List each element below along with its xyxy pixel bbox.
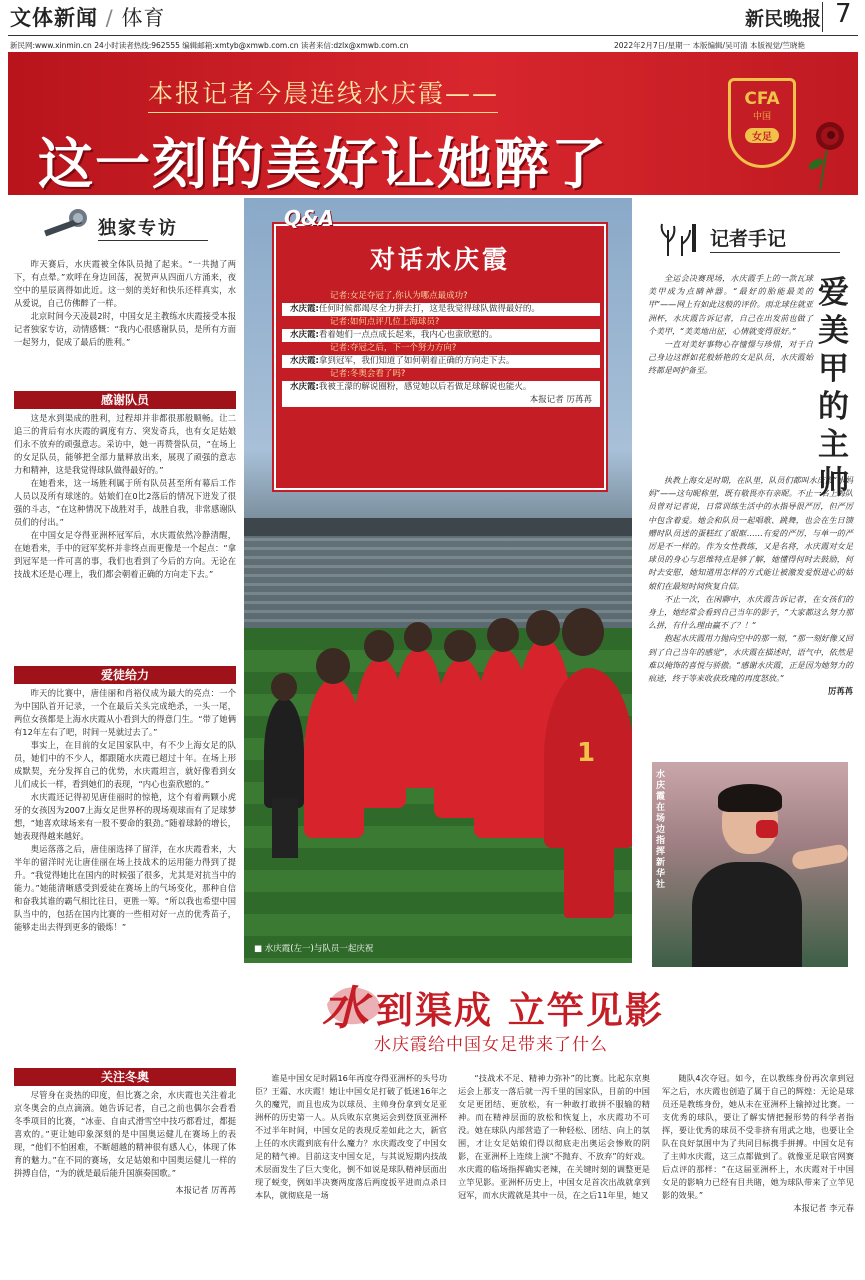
coach-photo-caption: 水庆霞在场边指挥 新华社 (656, 770, 666, 890)
notes-text-main (648, 474, 853, 698)
coach-legs (272, 798, 298, 858)
notes-text-top (648, 272, 813, 378)
coach-arm (791, 843, 848, 870)
jersey-number: 1 (577, 738, 596, 768)
player-head (562, 608, 604, 656)
qa-box (274, 206, 606, 490)
player-legs (564, 838, 614, 918)
s1-paragraph-2: 在她看来，这一场胜利属于所有队员甚至所有幕后工作人员以及所有球迷的。姑娘们在0比2落后的情况下迸发了很强的斗志，“在这种情况下战胜对手，战胜自我，非常感谢队员们的付出。” (14, 478, 236, 527)
qa-question: 记者:冬奥会看了吗? (282, 368, 600, 381)
stadium-roof (244, 518, 632, 536)
bottom-paragraph-1: 谁是中国女足时隔16年再度夺得亚洲杯的头号功臣？王霜、水庆霞！她让中国女足打破了低迷16年之久的魔咒，而且也成为以球员、主帅身份拿到女足亚洲杯的历史第一人。从兵败东京奥运会到登顶亚洲杯不过半年时间，中国女足的表现反差如此之大，新官上任的水庆霞到底有什么魔力？水庆霞改变了中国女足的精气神。目前这支中国女足，与其说短期内技战术层面发生了巨大变化，倒不如说是球队精神层面出现了蜕变，例如半决赛两度落后两度扳平进而点杀日本队，就彻底是一场 (255, 1073, 447, 1200)
s1-paragraph-3: 在中国女足夺得亚洲杯冠军后，水庆霞依然冷静清醒，在她看来，手中的冠军奖杯并非终点而更像是一个起点：“拿到冠军是一件可喜的事，我们也看到了今后的方向。无论在技战术还是心理上，我们都会朝着正确的方向走下去。” (14, 530, 236, 579)
qa-answer: 水庆霞:看着她们一点点成长起来，我内心也蛮欣慰的。 (282, 329, 600, 342)
qa-byline: 本报记者 厉苒苒 (529, 395, 592, 405)
subhead-olympics: 关注冬奥 (14, 1068, 236, 1086)
coach-mask (756, 820, 778, 838)
bottom-col-2 (458, 1072, 650, 1202)
qa-answer: 水庆霞:任何时候都竭尽全力拼去打，这是我觉得球队做得最好的。 (282, 303, 600, 316)
coach-figure (264, 698, 304, 808)
divider (822, 2, 823, 32)
qa-question: 记者:女足夺冠了,你认为哪点最成功? (282, 290, 600, 303)
page-number: 7 (835, 0, 852, 29)
bottom-paragraph-2: “技战术不足、精神力弥补”的比赛。比起东京奥运会上那支一落后就一泻千里的国家队，目前的中国女足更团结、更放松，有一种敢打敢拼不服输的精神。而在精神层面的放松和恢复上，水庆霞功不可没。她在球队内部营造了一种轻松、团结、向上的氛围，才让女足姑娘们得以彻底走出奥运会惨败的阴影，在亚洲杯上连续上演“不抛弃、不放弃”的好戏。水庆霞的临场指挥确实老辣，在关键时刻的调整更是立竿见影。亚洲杯历史上，中国女足首次出战就拿到冠军，而水庆霞就是其中一员，在之后11年里，她又 (458, 1073, 650, 1200)
player-head (316, 648, 350, 684)
logo-badge: 女足 (745, 128, 779, 143)
bottom-headline-area (244, 968, 858, 1068)
notes-paragraph-5: 抱起水庆霞用力抛向空中的那一刻，“那一刻好像又回到了自己当年的感觉”，水庆霞在描述时，语气中，依然是难以掩饰的喜悦与骄傲。“感谢水庆霞，正是因为她努力的痕迹，终于等来收获玫瑰的再度怒放。” (648, 634, 853, 684)
hero-banner (8, 52, 858, 195)
player-head (526, 610, 560, 646)
left-text-4 (14, 1089, 236, 1197)
coach-photo (652, 762, 848, 967)
qa-list (282, 290, 600, 407)
section-title: 文体新闻 / 体育 (10, 6, 166, 30)
notes-byline: 厉苒苒 (828, 686, 853, 697)
intro-paragraph-2: 北京时间今天凌晨2时，中国女足主教练水庆霞接受本报记者独家专访，动情感慨：“我内心很感谢队员，是所有方面一起努力，促成了最后的胜利。” (14, 311, 236, 347)
paper-name: 新民晚报 (745, 8, 822, 30)
bottom-subhead: 水庆霞给中国女足带来了什么 (374, 1035, 608, 1055)
byline: 本报记者 厉苒苒 (175, 1185, 236, 1195)
notes-paragraph-3: 执教上海女足时期，在队里，队员们都叫水庆霞“水妈妈”——这句昵称里，既有敬畏亦有亲昵。不止一名上海队员曾对记者说，日常训练生活中的水指导很严厉，但严厉中包含着爱。她会和队员一起唱歌、跳舞，也会在生日馈赠时队员送的蛋糕红了眼眶……有爱的严厉，与单一的严厉是不一样的。作为女性教练，又是名将，水庆霞对女足球员的身心与思维特点是够了解，她懂得何时去鼓励，何时去安慰，她知道用怎样的方式能让被激发爱恨进心的姑娘们在最短时间恢复自信。 (648, 476, 853, 591)
dateline: 2022年2月7日/星期一 本版编辑/吴可清 本版视觉/竺晓艳 (614, 41, 805, 50)
logo-subtext: 中国 (752, 112, 771, 122)
coach-body (692, 862, 802, 967)
coach-hair (718, 784, 782, 812)
plant-icon (658, 218, 708, 258)
bottom-col-3 (662, 1072, 854, 1215)
rose-icon (798, 112, 858, 192)
s2-paragraph-2: 事实上，在目前的女足国家队中，有不少上海女足的队员，她们中的不少人，都跟随水庆霞已超过十年。在场上形成默契，充分发挥自己的优势，水庆霞坦言，就好像看到女儿们成长一样，看到她们的表现，“内心也蛮欣慰的。” (14, 740, 236, 789)
bottom-col-1 (255, 1072, 447, 1202)
masthead (0, 0, 865, 50)
player-head (487, 618, 519, 652)
microphone-icon (38, 204, 98, 246)
s2-paragraph-3: 水庆霞还记得初见唐佳丽时的惊艳，这个有着两颗小虎牙的女孩因为2007上海女足世界杯的现场观球而有了足球梦想，“她喜欢球场来有一股不要命的狠劲。”随着球龄的增长，她表现得越来越好。 (14, 792, 236, 841)
s1-paragraph-1: 这是水到渠成的胜利，过程却并非都很那般顺畅。让二追三的背后有水庆霞的调度有方、突发奇兵，也有女足姑娘们永不放弃的顽强意志。采访中，她一再赞誉队员，“在场上的女足队员，能够把全部力量释放出来，展现了顽强的意志力和精神，这是我觉得球队做得最好的。” (14, 413, 236, 475)
qa-question: 记者:如何点评几位上海球员? (282, 316, 600, 329)
subhead-disciples: 爱徒给力 (14, 666, 236, 684)
player-head (444, 630, 476, 662)
s2-paragraph-4: 奥运落落之后，唐佳丽选择了留洋，在水庆霞看来，大半年的留洋时光让唐佳丽在场上技战术的运用能力得到了提升。“我觉得她比在国内的时候强了很多，尤其是对抗当中的能力。”她能清晰感受到爱徒在赛场上的气场变化，那种自信和奋我其谁的霸气相比往日，更胜一筹。“所以我也希望中国队当中的，包括在国内比赛的一些相对好一点的优秀苗子，能够走出去得到更多的锻炼！” (14, 844, 236, 932)
left-column (8, 198, 240, 1273)
notes-paragraph-2: 一直对美好事物心存憧憬与珍惜，对于自己身边这群如花般娇艳的女足队员，水庆霞始终都是呵护备至。 (648, 340, 813, 376)
hero-headline: 这一刻的美好让她醉了 (38, 132, 609, 195)
notes-paragraph-4: 不止一次，在闲聊中，水庆霞告诉记者，在女孩们的身上，她经常会看到自己当年的影子，“大家都这么努力那么拼，有什么理由赢不了？！” (648, 594, 853, 631)
notes-label-text: 记者手记 (710, 228, 787, 250)
s2-paragraph-1: 昨天的比赛中，唐佳丽和肖裕仪成为最大的亮点：一个为中国队首开记录，一个在最后关头完成绝杀，一头一尾，两位女孩都是上海水庆霞从小看到大的得意门生。“带了她俩有12年左右了吧，时间一晃就过去了。” (14, 688, 236, 737)
left-text-3 (14, 687, 236, 934)
logo-text: CFA (744, 89, 780, 109)
left-text-1 (14, 258, 236, 349)
vertical-title: 爱美甲的主帅 (818, 275, 849, 501)
notes-paragraph-1: 全运会决赛现场，水庆霞手上的一款瓦球美甲成为点睛神器。“最好的胎能最美的甲”——网上有如此这般的评价。雨北球住就亚洲杯，水庆霞告诉记者，自己在出发前也做了个美甲，“美美地出征，心情就变得很好。” (648, 274, 813, 336)
player-head (364, 630, 394, 662)
notes-rule (710, 252, 840, 253)
qa-title: 对话水庆霞 (369, 245, 510, 274)
masthead-rule (8, 35, 858, 36)
subhead-thanks: 感谢队员 (14, 391, 236, 409)
hero-kicker: 本报记者今晨连线水庆霞—— (148, 79, 500, 108)
contact-info: 新民网:www.xinmin.cn 24小时读者热线:962555 编辑邮箱:xmtyb@xmwb.com.cn 读者来信:dzlx@xmwb.com.cn (10, 41, 409, 50)
s3-paragraph-1: 尽管身在炎热的印度，但比赛之余，水庆霞也关注着北京冬奥会的点点滴滴。她告诉记者，自己之前也偶尔会看看冬季项目的比赛，“冰壶、自由式滑雪空中技巧都看过，都挺喜欢的。”更让她印象深刻的是中国奥运健儿在赛场上的表现，“他们不怕困难，不断超越的精神很有感人心，体现了体育的魅力。”在不同的赛场，女足姑娘和中国奥运健儿一样的拼搏自信，“为的就是最后能升国旗奏国歌。” (14, 1090, 236, 1178)
coach-head (271, 673, 297, 701)
bottom-paragraph-3: 随队4次夺冠。如今，在以教练身份再次拿到冠军之后，水庆霞也创造了属于自己的辉煌：无论是球员还是教练身份，她从未在亚洲杯上输掉过比赛。一支优秀的球队，要让了解实情把握形势的科学者指挥，要让优秀的球员不受非挤有用武之地，也要让全队在良好氛围中为了共同目标携手拼搏。中国女足有了主帅水庆霞，这三点都做到了。就像亚足联官网赛后点评的那样：“在这届亚洲杯上，水庆霞对于中国女足的影响力已经有目共睹，她为球队带来了立竿见影的效果。” (662, 1073, 854, 1200)
bottom-headline: 到渠成 立竿见影 (376, 989, 664, 1032)
cfa-logo (728, 78, 796, 168)
headline-first-char: 水 (322, 981, 368, 1035)
qa-question: 记者:夺冠之后，下一个努力方向? (282, 342, 600, 355)
bottom-byline: 本报记者 李元春 (793, 1203, 854, 1213)
notes-label (658, 218, 848, 258)
player-head (404, 622, 432, 652)
intro-paragraph: 昨天赛后，水庆霞被全体队员抛了起来。“一共抛了两下，有点晕。”欢呼在身边回荡，祝贺声从四面八方涌来，夜空中的星辰离得如此近。这一刻的美好和快乐还样真实，水从爱说，自己仿佛醉了一样。 (14, 259, 236, 308)
exclusive-label (38, 204, 208, 244)
qa-tag: Q&A (284, 206, 334, 230)
left-text-2 (14, 412, 236, 581)
kicker-rule (148, 112, 498, 113)
qa-answer: 水庆霞:我被王濛的解说圈粉，感觉她以后若做足球解说也能火。 本报记者 厉苒苒 (282, 381, 600, 407)
photo-caption: ■ 水庆霞(左一)与队员一起庆祝 (254, 944, 374, 954)
qa-answer: 水庆霞:拿到冠军，我们知道了如何朝着正确的方向走下去。 (282, 355, 600, 368)
exclusive-label-text: 独家专访 (98, 218, 178, 239)
label-rule (98, 240, 208, 241)
